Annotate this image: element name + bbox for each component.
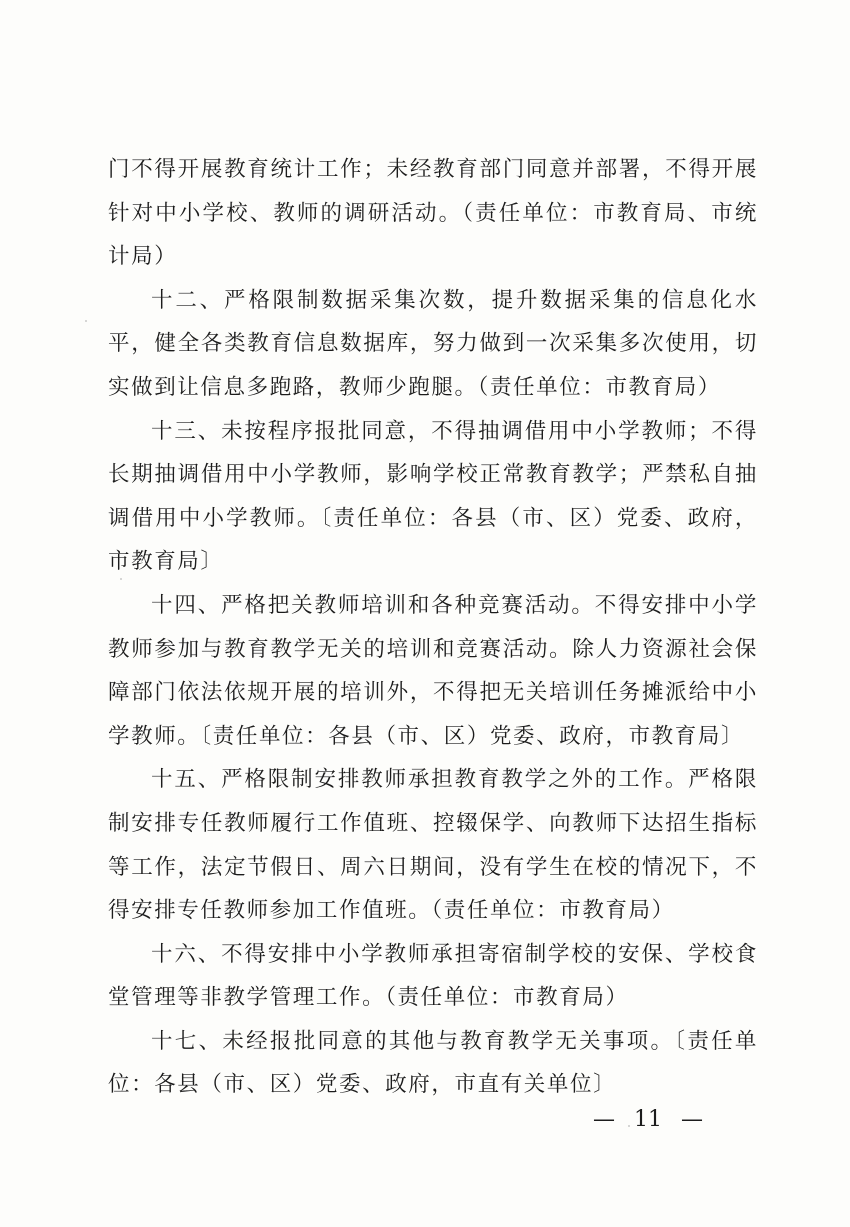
paragraph-item-15: 十五、严格限制安排教师承担教育教学之外的工作。严格限制安排专任教师履行工作值班、控辍保学、向教师下达招生指标等工作，法定节假日、周六日期间，没有学生在校的情况下，不得安排专任教师参加工作值班。（责任单位：市教育局）	[108, 767, 758, 924]
paragraph-continued: 门不得开展教育统计工作；未经教育部门同意并部署，不得开展针对中小学校、教师的调研活动。（责任单位：市教育局、市统计局）	[108, 157, 758, 270]
paragraph-item-16: 十六、不得安排中小学教师承担寄宿制学校的安保、学校食堂管理等非教学管理工作。（责任单位：市教育局）	[108, 941, 758, 1011]
page-number-left-dash: —	[593, 1107, 615, 1132]
document-body	[108, 148, 758, 1107]
paragraph-item-17: 十七、未经报批同意的其他与教育教学无关事项。〔责任单位：各县（市、区）党委、政府，市直有关单位〕	[108, 1028, 758, 1098]
paragraph-item-12: 十二、严格限制数据采集次数，提升数据采集的信息化水平，健全各类教育信息数据库，努力做到一次采集多次使用，切实做到让信息多跑路，教师少跑腿。（责任单位：市教育局）	[108, 287, 758, 400]
scan-speck	[628, 1125, 630, 1127]
paragraph-item-14: 十四、严格把关教师培训和各种竞赛活动。不得安排中小学教师参加与教育教学无关的培训和竞赛活动。除人力资源社会保障部门依法依规开展的培训外，不得把无关培训任务摊派给中小学教师。〔责任单位：各县（市、区）党委、政府，市教育局〕	[108, 592, 758, 749]
paragraph-item-13: 十三、未按程序报批同意，不得抽调借用中小学教师；不得长期抽调借用中小学教师，影响学校正常教育教学；严禁私自抽调借用中小学教师。〔责任单位：各县（市、区）党委、政府，市教育局〕	[108, 418, 758, 575]
scan-speck	[120, 578, 122, 580]
scan-speck	[85, 320, 87, 322]
page-number	[593, 1107, 703, 1132]
page-number-value: 11	[634, 1107, 662, 1132]
page-number-right-dash: —	[681, 1107, 703, 1132]
